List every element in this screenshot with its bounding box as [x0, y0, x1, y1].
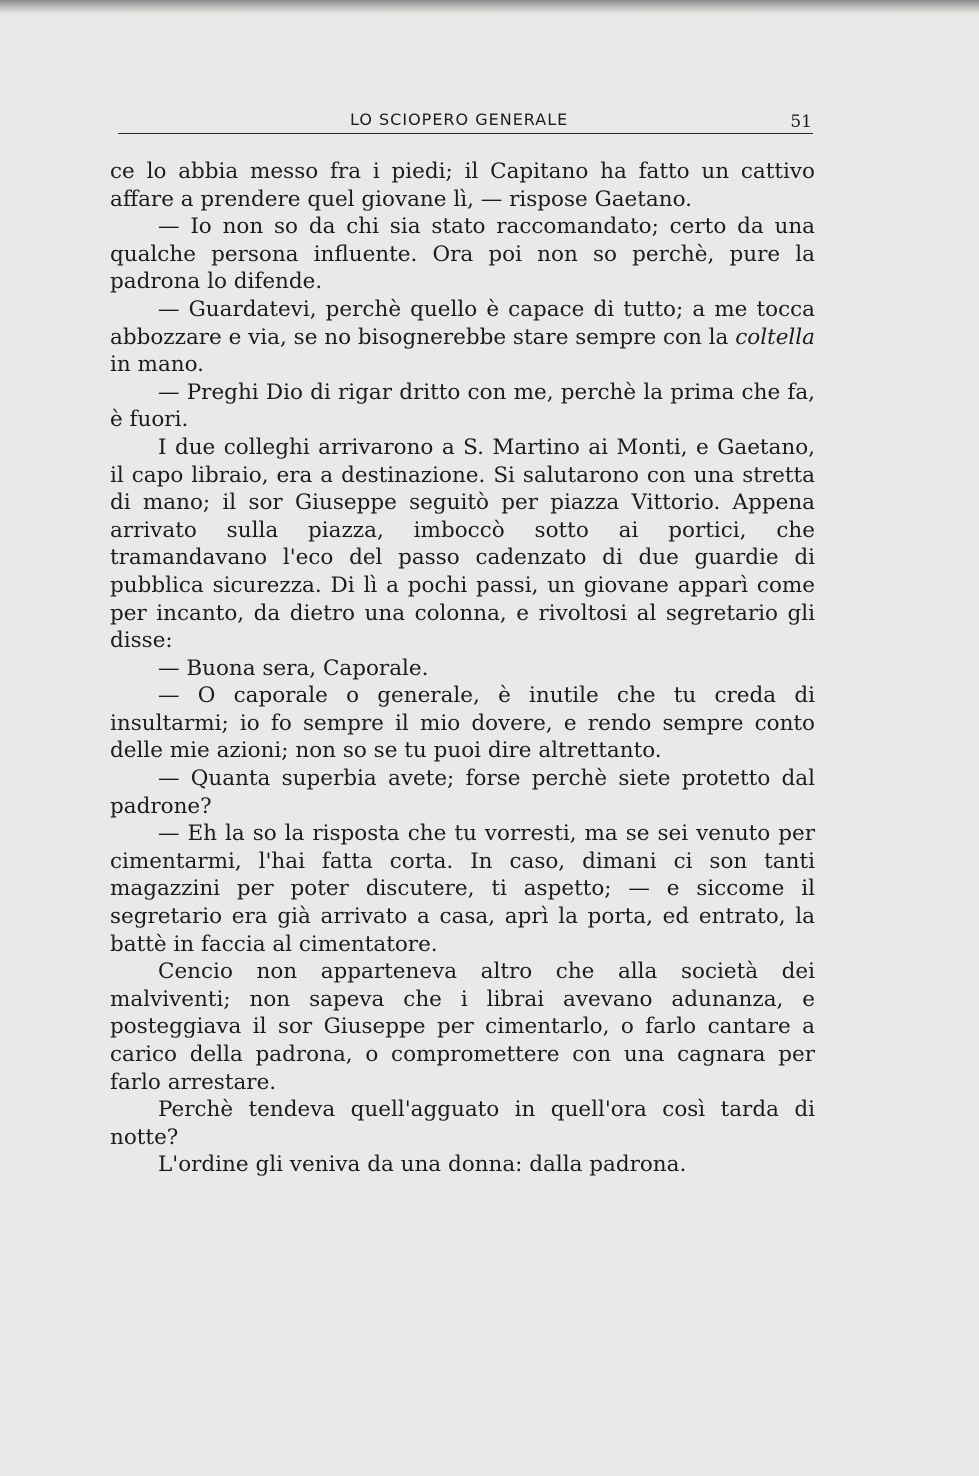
paragraph: — Buona sera, Caporale. — [158, 655, 429, 681]
scan-edge-shadow — [0, 0, 979, 14]
italic-word: coltella — [735, 324, 815, 350]
paragraph: I due colleghi arrivarono a S. Martino ai Monti, e Gaetano, il capo libraio, era a destinazione. Si salutarono con una stretta di mano; il sor Giuseppe seguitò per piazza Vittorio. Appena arrivato sulla piazza, imboccò sotto ai portici, che tramandavano l'eco del passo cadenzato di due guardie di pubblica sicurezza. Di lì a pochi passi, un giovane apparì come per incanto, da dietro una colonna, e rivoltosi al segretario gli disse: — [110, 434, 815, 654]
paragraph: — Preghi Dio di rigar dritto con me, perchè la prima che fa, è fuori. — [110, 379, 815, 433]
paragraph: Cencio non apparteneva altro che alla società dei malviventi; non sapeva che i librai avevano adunanza, e posteggiava il sor Giuseppe per cimentarlo, o farlo cantare a carico della padrona, o compromettere con una cagnara per farlo arrestare. — [110, 959, 815, 1095]
paragraph-text: in mano. — [110, 352, 205, 378]
paragraph-text: — Guardatevi, perchè quello è capace di tutto; a me tocca abbozzare e via, se no bisognerebbe stare sempre con la — [110, 296, 815, 350]
paragraph: ce lo abbia messo fra i piedi; il Capitano ha fatto un cattivo affare a prendere quel giovane lì, — rispose Gaetano. — [110, 159, 815, 212]
paragraph: — Eh la so la risposta che tu vorresti, ma se sei venuto per cimentarmi, l'hai fatta corta. In caso, dimani ci son tanti magazzini per poter discutere, ti aspetto; — e siccome il segretario era già arrivato a casa, aprì la porta, ed entrato, la battè in faccia al cimentatore. — [110, 821, 815, 957]
header-rule — [118, 133, 813, 134]
paragraph: L'ordine gli veniva da una donna: dalla padrona. — [158, 1152, 687, 1178]
running-title: LO SCIOPERO GENERALE — [350, 110, 569, 129]
paragraph: — Quanta superbia avete; forse perchè siete protetto dal padrone? — [110, 766, 815, 819]
page-body — [110, 158, 815, 1179]
paragraph — [110, 296, 815, 379]
page-number: 51 — [790, 112, 812, 132]
paragraph: Perchè tendeva quell'agguato in quell'ora così tarda di notte? — [110, 1097, 815, 1150]
paragraph: — O caporale o generale, è inutile che tu creda di insultarmi; io fo sempre il mio dovere, e rendo sempre conto delle mie azioni; non so se tu puoi dire altrettanto. — [110, 683, 815, 764]
page-header — [118, 108, 818, 140]
paragraph: — Io non so da chi sia stato raccomandato; certo da una qualche persona influente. Ora poi non so perchè, pure la padrona lo difende. — [110, 214, 815, 295]
